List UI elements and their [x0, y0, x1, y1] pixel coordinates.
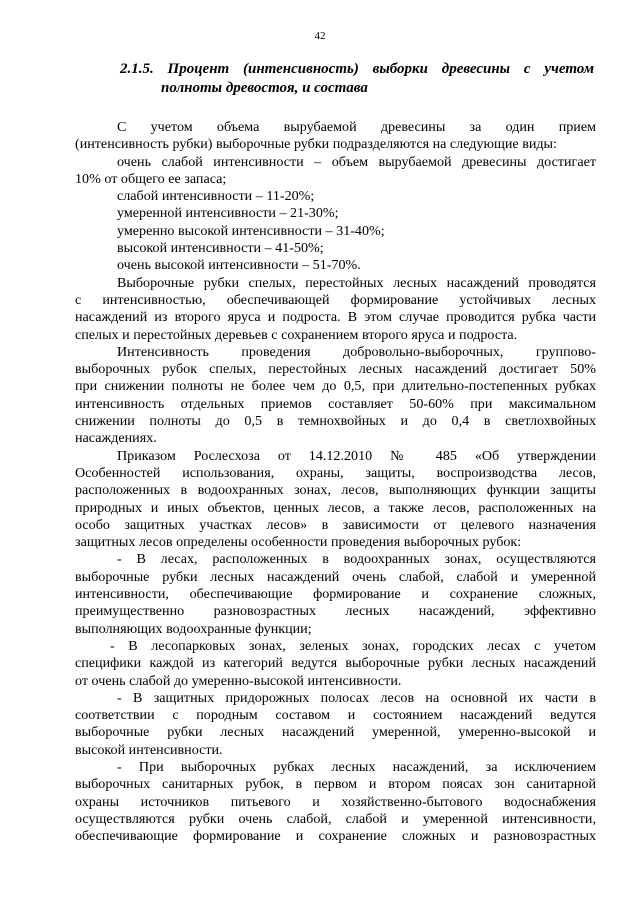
text-line: насаждениях.: [75, 430, 157, 447]
text-line: преимущественно разновозрастных лесных насаждений, эффективно: [75, 603, 596, 620]
text-line: расположенных в водоохранных зонах, лесов, выполняющих функции защиты: [75, 482, 596, 499]
text-line: от очень слабой до умеренно-высокой интенсивности.: [75, 672, 402, 689]
text-line: высокой интенсивности – 41-50%;: [117, 240, 324, 257]
section-heading-line-2: полноты древостоя, и состава: [161, 80, 368, 96]
text-line: слабой интенсивности – 11-20%;: [117, 188, 315, 205]
text-line: Интенсивность проведения добровольно-выборочных, группово-: [117, 343, 596, 360]
text-line: интенсивности, обеспечивающие формирование и сохранение сложных,: [75, 586, 596, 603]
text-line: охраны источников питьевого и хозяйственно-бытового водоснабжения: [75, 793, 596, 810]
text-line: Выборочные рубки спелых, перестойных лесных насаждений проводятся: [117, 274, 596, 291]
text-line: - В защитных придорожных полосах лесов на основной их части в: [117, 689, 596, 706]
text-line: особо защитных участках лесов» в зависимости от целевого назначения: [75, 516, 596, 533]
text-line: - При выборочных рубках лесных насаждений, за исключением: [117, 758, 596, 775]
text-line: очень высокой интенсивности – 51-70%.: [117, 257, 361, 274]
text-line: - В лесах, расположенных в водоохранных зонах, осуществляются: [117, 551, 596, 568]
section-heading: [120, 60, 594, 98]
text-line: соответствии с породным составом и состоянием насаждений ведутся: [75, 707, 596, 724]
text-line: насаждений из второго яруса и подроста. В этом случае проводится рубка части: [75, 309, 596, 326]
page-number: 42: [314, 30, 326, 42]
text-line: специфики каждой из категорий ведутся выборочные рубки лесных насаждений: [75, 655, 596, 672]
body-text: [75, 119, 596, 845]
text-line: Приказом Рослесхоза от 14.12.2010 № 485 «Об утверждении: [117, 447, 596, 464]
text-line: очень слабой интенсивности – объем вырубаемой древесины достигает: [117, 153, 596, 170]
text-line: интенсивность отдельных приемов составляет 50-60% при максимальном: [75, 395, 596, 412]
text-line: - В лесопарковых зонах, зеленых зонах, городских лесах с учетом: [110, 637, 596, 654]
text-line: защитных лесов определены особенности проведения выборочных рубок:: [75, 534, 522, 551]
text-line: умеренно высокой интенсивности – 31-40%;: [117, 222, 385, 239]
text-line: выборочные рубки лесных насаждений умеренной, умеренно-высокой и: [75, 724, 596, 741]
text-line: снижении полноты до 0,5 в темнохвойных и до 0,4 в светлохвойных: [75, 413, 596, 430]
text-line: выборочных рубок спелых, перестойных лесных насаждений достигает 50%: [75, 361, 596, 378]
text-line: выполняющих водоохранные функции;: [75, 620, 312, 637]
text-line: при снижении полноты не более чем до 0,5, при длительно-постепенных рубках: [75, 378, 596, 395]
text-line: спелых и перестойных деревьев с сохранением второго яруса и подроста.: [75, 326, 518, 343]
text-line: осуществляются рубки очень слабой, слабой и умеренной интенсивности,: [75, 810, 596, 827]
text-line: с интенсивностью, обеспечивающей формирование устойчивых лесных: [75, 291, 596, 308]
text-line: С учетом объема вырубаемой древесины за один прием: [117, 119, 596, 135]
text-line: выборочных санитарных рубок, в первом и втором поясах зон санитарной: [75, 776, 596, 793]
text-line: высокой интенсивности.: [75, 741, 223, 758]
text-line: 10% от общего ее запаса;: [75, 170, 227, 187]
text-line: умеренной интенсивности – 21-30%;: [117, 205, 339, 222]
text-line: выборочные рубки лесных насаждений очень слабой, слабой и умеренной: [75, 568, 596, 585]
text-line: обеспечивающие формирование и сохранение сложных и разновозрастных: [75, 828, 596, 845]
text-line: Особенностей использования, охраны, защиты, воспроизводства лесов,: [75, 464, 596, 481]
text-line: природных и иных объектов, ценных лесов, а также лесов, расположенных на: [75, 499, 596, 516]
text-line: (интенсивность рубки) выборочные рубки подразделяются на следующие виды:: [75, 136, 557, 153]
section-heading-line-1: 2.1.5. Процент (интенсивность) выборки древесины с учетом: [120, 61, 594, 77]
